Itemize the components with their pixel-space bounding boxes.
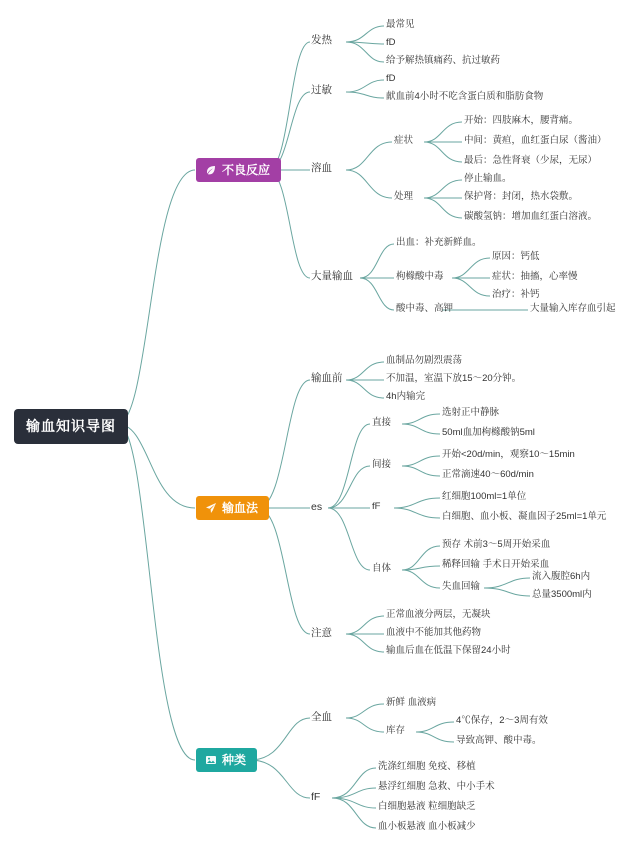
node-massive-transfusion[interactable]: 大量输血 — [311, 270, 353, 282]
branch-adverse-reactions[interactable] — [196, 158, 281, 182]
leaf-node[interactable]: 开始：四肢麻木，腰背痛。 — [464, 115, 579, 126]
leaf-node[interactable]: 流入腹腔6h内 — [532, 571, 591, 582]
leaf-node[interactable]: 最后：急性肾衰（少尿，无尿） — [464, 155, 598, 166]
node-whole-blood[interactable]: 全血 — [311, 711, 332, 723]
leaf-node[interactable]: 出血：补充新鲜血。 — [396, 237, 482, 248]
branch-label: 不良反应 — [222, 163, 271, 177]
node-citrate-toxicity[interactable]: 枸橼酸中毒 — [396, 271, 444, 282]
leaf-node[interactable]: 正常滴速40～60d/min — [442, 469, 534, 480]
leaf-node[interactable]: 大量输入库存血引起 — [530, 303, 616, 314]
leaf-node[interactable]: 输血后血在低温下保留24小时 — [386, 645, 511, 656]
leaf-node[interactable]: 洗涤红细胞 免疫、移植 — [378, 761, 476, 772]
leaf-node[interactable]: 血小板悬液 血小板减少 — [378, 821, 476, 832]
node-management[interactable]: 处理 — [394, 191, 414, 202]
leaf-node[interactable]: 预存 术前3～5周开始采血 — [442, 539, 551, 550]
leaf-node[interactable]: 稀释回输 手术日开始采血 — [442, 559, 550, 570]
leaf-node[interactable]: 50ml血加枸橼酸钠5ml — [442, 427, 535, 438]
leaf-node[interactable]: 中间：黄疸，血红蛋白尿（酱油） — [464, 135, 607, 146]
leaf-node[interactable]: fD — [386, 37, 396, 48]
branch-label: 种类 — [222, 753, 247, 767]
node-indirect[interactable]: 间接 — [372, 459, 392, 470]
leaf-node[interactable]: 给予解热镇痛药、抗过敏药 — [386, 55, 501, 66]
leaf-node[interactable]: fD — [386, 73, 396, 84]
node-stored[interactable]: 库存 — [386, 725, 406, 736]
leaf-node[interactable]: 悬浮红细胞 急救、中小手术 — [378, 781, 495, 792]
leaf-node[interactable]: 停止输血。 — [464, 173, 512, 184]
leaf-node[interactable]: 总量3500ml内 — [532, 589, 592, 600]
leaf-icon — [205, 164, 217, 176]
node-blood-salvage[interactable]: 失血回输 — [442, 581, 481, 592]
leaf-node[interactable]: 原因：钙低 — [492, 251, 540, 262]
leaf-node[interactable]: 选射正中静脉 — [442, 407, 500, 418]
leaf-node[interactable]: 血制品勿剧烈震荡 — [386, 355, 463, 366]
node-ff[interactable]: fF — [372, 501, 381, 512]
leaf-node[interactable]: 正常血液分两层，无凝块 — [386, 609, 491, 620]
node-symptoms[interactable]: 症状 — [394, 135, 414, 146]
node-direct[interactable]: 直接 — [372, 417, 392, 428]
leaf-node[interactable]: 红细胞100ml=1单位 — [442, 491, 527, 502]
node-hemolysis[interactable]: 溶血 — [311, 162, 332, 174]
leaf-node[interactable]: 白细胞、血小板、凝血因子25ml=1单元 — [442, 511, 607, 522]
branch-transfusion-method[interactable] — [196, 496, 269, 520]
leaf-node[interactable]: 4h内输完 — [386, 391, 426, 402]
node-allergy[interactable]: 过敏 — [311, 84, 332, 96]
leaf-node[interactable]: 导致高钾、酸中毒。 — [456, 735, 542, 746]
leaf-node[interactable]: 献血前4小时不吃含蛋白质和脂肪食物 — [386, 91, 544, 102]
leaf-node[interactable]: 碳酸氢钠：增加血红蛋白溶液。 — [464, 211, 598, 222]
leaf-node[interactable]: 血液中不能加其他药物 — [386, 627, 482, 638]
leaf-node[interactable]: 症状：抽搐，心率慢 — [492, 271, 578, 282]
leaf-node[interactable]: 开始<20d/min，观察10～15min — [442, 449, 575, 460]
root-node[interactable]: 输血知识导图 — [14, 409, 128, 444]
leaf-node[interactable]: 治疗：补钙 — [492, 289, 540, 300]
leaf-node[interactable]: 最常见 — [386, 19, 415, 30]
node-es[interactable]: es — [311, 501, 323, 513]
image-icon — [205, 754, 217, 766]
node-fever[interactable]: 发热 — [311, 34, 332, 46]
leaf-node[interactable]: 4℃保存，2～3周有效 — [456, 715, 548, 726]
leaf-node[interactable]: 保护肾：封闭，热水袋敷。 — [464, 191, 579, 202]
leaf-node[interactable]: 白细胞悬液 粒细胞缺乏 — [378, 801, 476, 812]
node-before-transfusion[interactable]: 输血前 — [311, 372, 343, 384]
branch-blood-types[interactable] — [196, 748, 257, 772]
node-autologous[interactable]: 自体 — [372, 563, 392, 574]
leaf-node[interactable]: 新鲜 血液病 — [386, 697, 437, 708]
node-components[interactable]: fF — [311, 791, 321, 803]
branch-label: 输血法 — [222, 501, 259, 515]
leaf-node[interactable]: 不加温，室温下放15～20分钟。 — [386, 373, 522, 384]
node-cautions[interactable]: 注意 — [311, 627, 332, 639]
node-acidosis-hyperkalemia[interactable]: 酸中毒、高钾 — [396, 303, 454, 314]
send-icon — [205, 502, 217, 514]
